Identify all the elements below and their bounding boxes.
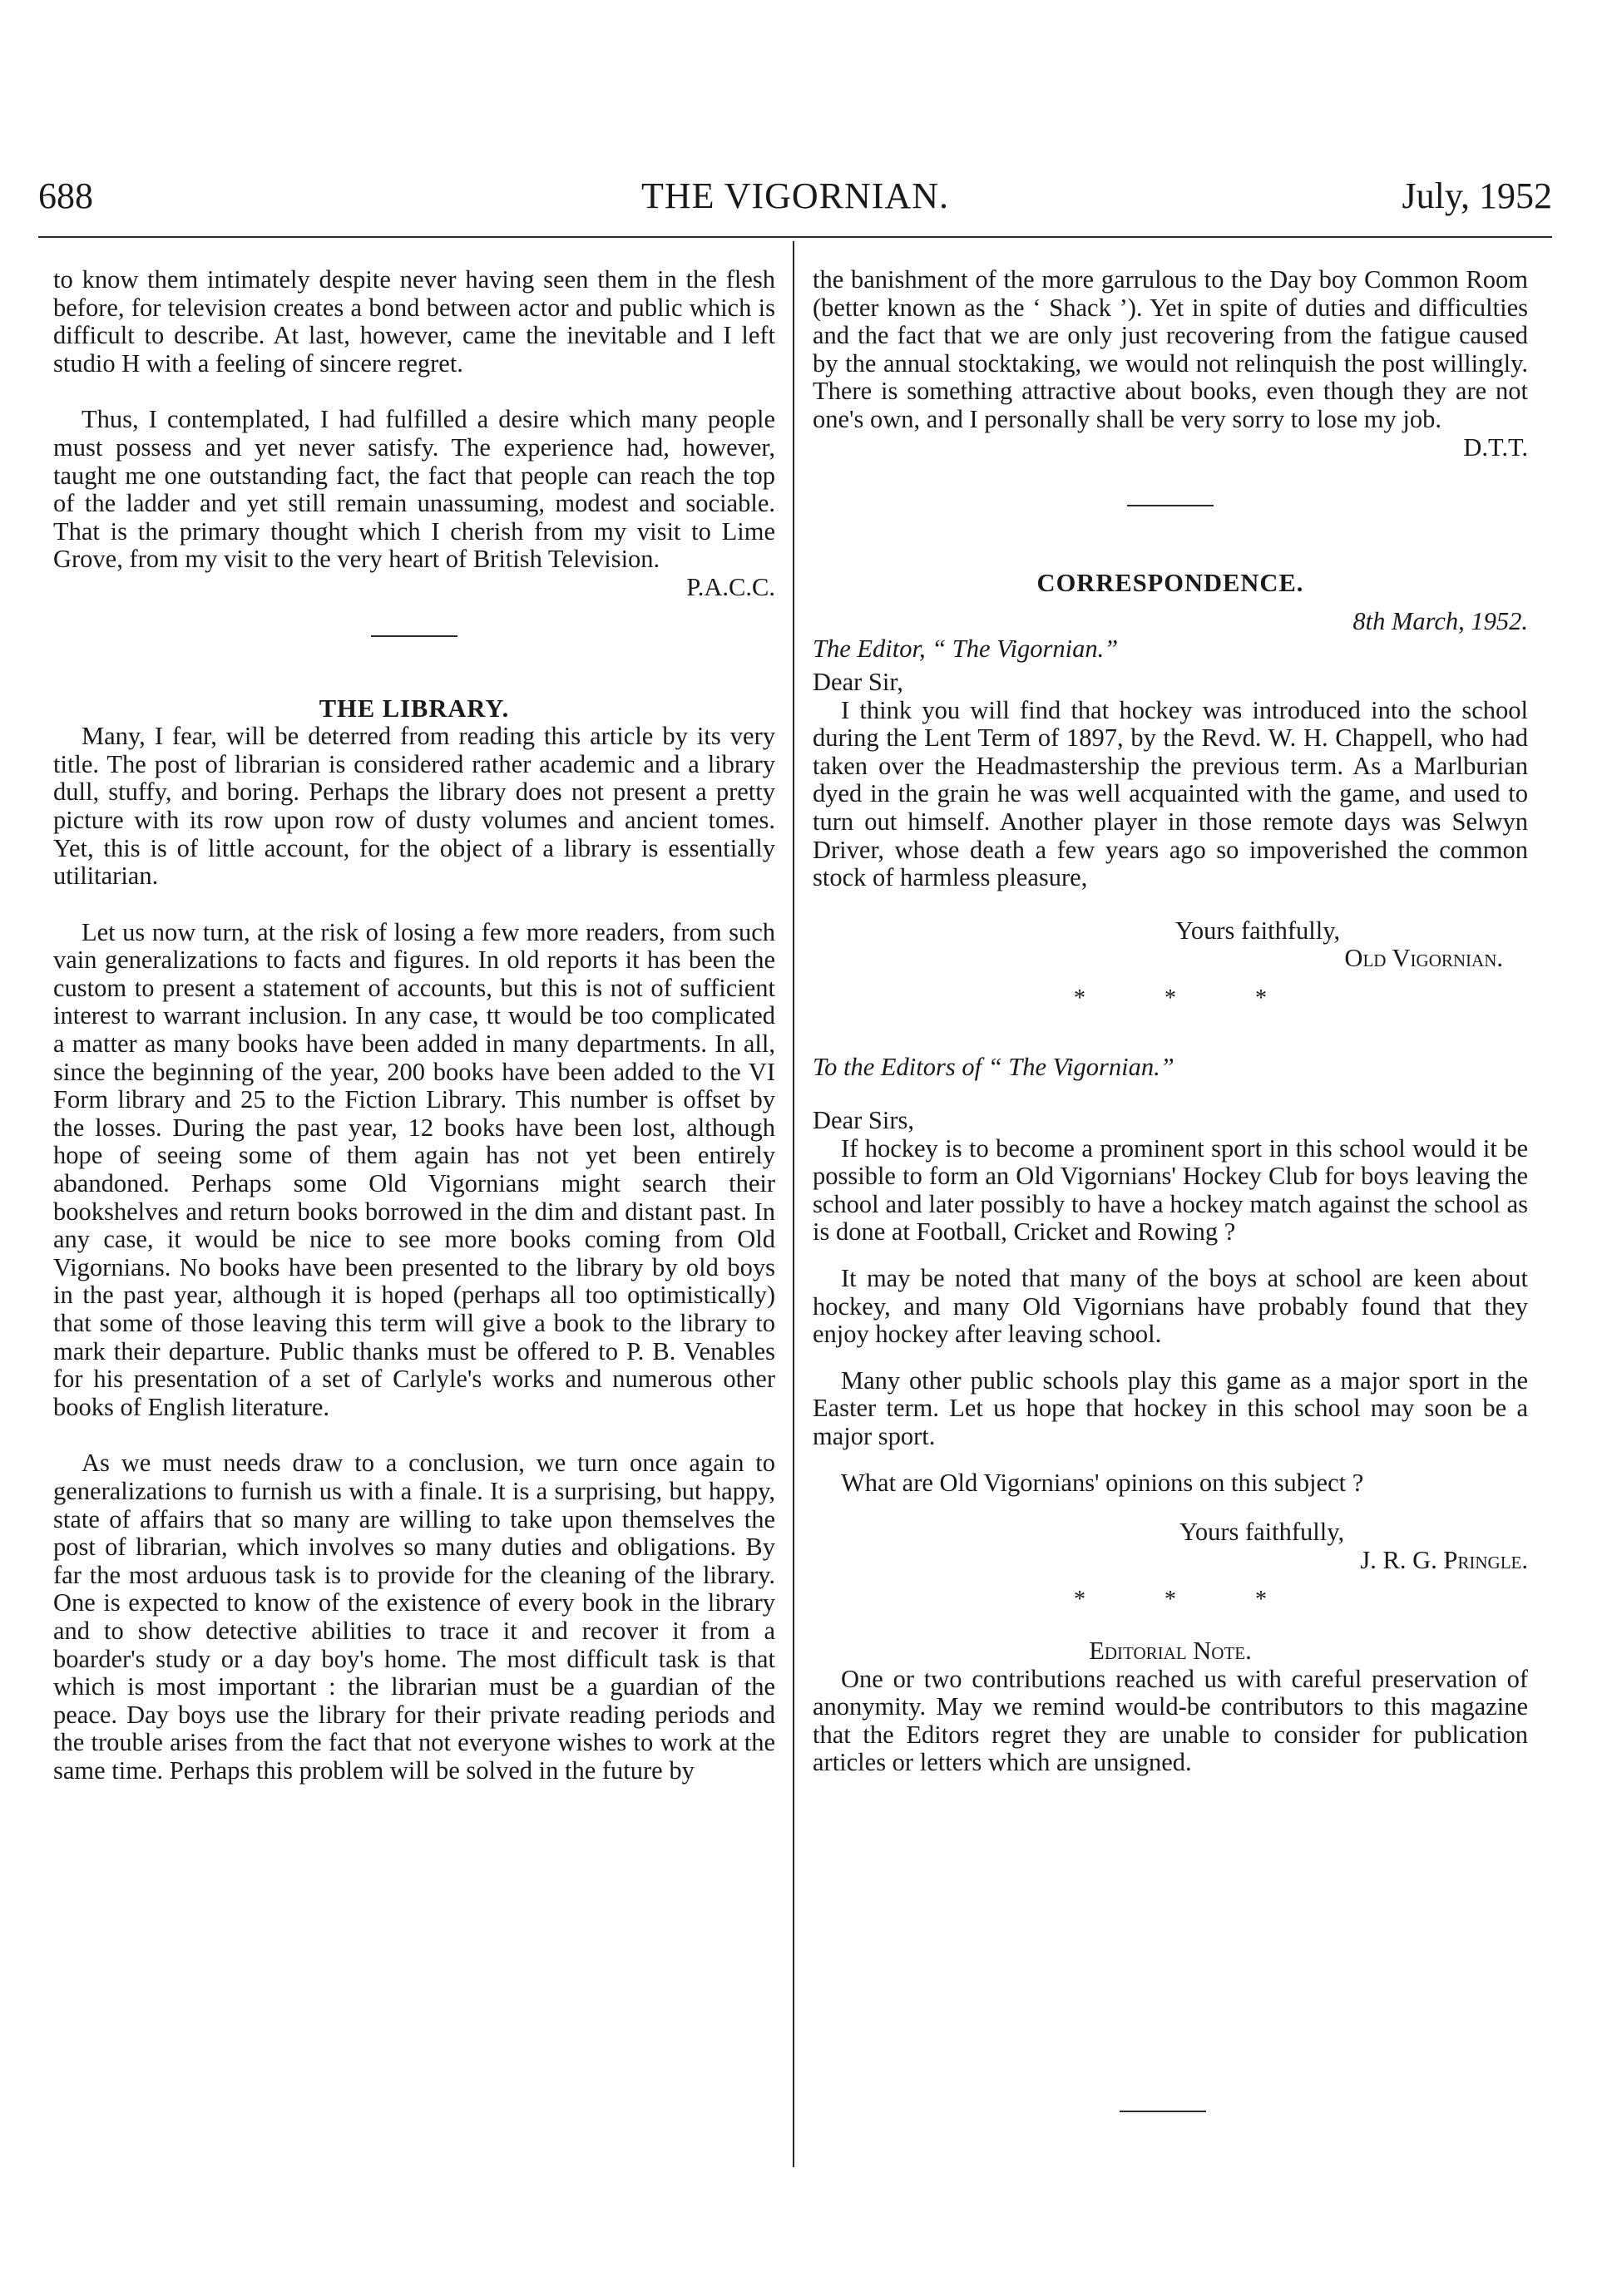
- library-signature: D.T.T.: [1463, 432, 1528, 462]
- letter-paragraph-2: It may be noted that many of the boys at school are keen about hockey, and many Old Vigornians have probably found that they enjoy hockey after leaving school.: [813, 1264, 1528, 1349]
- letter-salutation: Dear Sir,: [813, 667, 903, 696]
- left-column: [53, 266, 775, 1785]
- article-paragraph: Thus, I contemplated, I had fulfilled a desire which many people must possess and yet never satisfy. The experience had, however, taught me one outstanding fact, the fact that people can reach the top of the ladder and yet still remain unassuming, modest and sociable. That is the primary thought which I cherish from my visit to Lime Grove, from my visit to the very heart of British Television.: [53, 405, 775, 574]
- editorial-heading: Editorial Note.: [1089, 1636, 1252, 1665]
- section-stars: * * *: [1074, 1587, 1303, 1613]
- letter-closing: Yours faithfully,: [1174, 916, 1341, 945]
- section-stars: * * *: [1074, 985, 1303, 1011]
- addressee-magazine: “ The Vigornian.”: [932, 634, 1119, 664]
- letter-date: 8th March, 1952.: [1352, 606, 1528, 635]
- article-continuation: to know them intimately despite never having seen them in the flesh before, for television creates a bond between actor and public which is difficult to describe. At last, however, came the inevitable and I left studio H with a feeling of sincere regret.: [53, 265, 775, 378]
- column-divider: [793, 241, 794, 2167]
- page-number: 688: [38, 175, 93, 216]
- library-paragraph-2: Let us now turn, at the risk of losing a few more readers, from such vain generalizations to facts and figures. In old reports it has been the custom to present a statement of accounts, but this is not of sufficient interest to warrant inclusion. In any case, tt would be too complicated a matter as many books have been added in many departments. In all, since the beginning of the year, 200 books have been added to the VI Form library and 25 to the Fiction Library. This number is offset by the losses. During the past year, 12 books have been lost, although hope of seeing some of them again has not yet been entirely abandoned. Perhaps some Old Vigornians might search their bookshelves and return books borrowed in the dim and distant past. In any case, it would be nice to see more books coming from Old Vigornians. No books have been presented to the library by old boys in the past year, although it is hoped (perhaps all too optimistically) that some of those leaving this term will give a book to the library to mark their departure. Public thanks must be offered to P. B. Venables for his presentation of a set of Carlyle's works and numerous other books of English literature.: [53, 917, 775, 1421]
- editorial-body: One or two contributions reached us with careful preservation of anonymity. May we remind would-be contributors to this magazine that the Editors regret they are unable to consider for publication articles or letters which are unsigned.: [813, 1664, 1528, 1777]
- letter-addressee: [813, 635, 1528, 664]
- page-header: [38, 171, 1552, 221]
- letter-body: I think you will find that hockey was introduced into the school during the Lent Term of 1897, by the Revd. W. H. Chappell, who had taken over the Headmastership the previous term. As a Marlburian dyed in the grain he was well acquainted with the game, and used to turn out himself. Another player in those remote days was Selwyn Driver, whose death a few years ago so impoverished the common stock of harmless pleasure,: [813, 695, 1528, 892]
- header-rule: [38, 236, 1552, 238]
- library-paragraph-3: As we must needs draw to a conclusion, we turn once again to generalizations to furnish us with a finale. It is a surprising, but happy, state of affairs that so many are willing to take upon themselves the post of librarian, which involves so many duties and obligations. By far the most arduous task is to provide for the cleaning of the library. One is expected to know of the existence of every book in the library and to show detective abilities to trace it and recover it from a boarder's study or a day boy's home. The most difficult task is that which is most important : the librarian must be a guardian of the peace. Day boys use the library for their private reading periods and the trouble arises from the fact that not everyone wishes to work at the same time. Perhaps this problem will be solved in the future by: [53, 1449, 775, 1785]
- issue-date: July, 1952: [1402, 175, 1552, 216]
- library-continuation: the banishment of the more garrulous to the Day boy Common Room (better known as the ‘ Shack ’). Yet in spite of duties and difficulties and the fact that we are only just recovering from the fatigue caused by the annual stocktaking, we would not relinquish the post willingly. There is something attractive about books, even though they are not one's own, and I personally shall be very sorry to lose my job.: [813, 265, 1528, 433]
- library-paragraph-1: Many, I fear, will be deterred from reading this article by its very title. The post of librarian is considered rather academic and a library dull, stuffy, and boring. Perhaps the library does not present a pretty picture with its row upon row of dusty volumes and ancient tomes. Yet, this is of little account, for the object of a library is essentially utilitarian.: [53, 722, 775, 891]
- letter-signature: Old Vigornian.: [1344, 944, 1503, 973]
- letter-salutation: Dear Sirs,: [813, 1106, 914, 1135]
- letter-closing: Yours faithfully,: [1179, 1518, 1345, 1547]
- letter-addressee: To the Editors of “ The Vigornian.”: [813, 1053, 1174, 1082]
- letter-paragraph-3: Many other public schools play this game as a major sport in the Easter term. Let us hope that hockey in this school may soon be a major sport.: [813, 1365, 1528, 1450]
- letter-paragraph-1: If hockey is to become a prominent sport in this school would it be possible to form an Old Vigornians' Hockey Club for boys leaving the school and later possibly to have a hockey match against the school as is done at Football, Cricket and Rowing ?: [813, 1133, 1528, 1247]
- article-signature: P.A.C.C.: [686, 572, 775, 601]
- right-column: [813, 266, 1528, 1777]
- closing-rule: [1120, 2111, 1206, 2112]
- letter-signature: J. R. G. Pringle.: [1360, 1545, 1528, 1574]
- letter-paragraph-4: What are Old Vigornians' opinions on this subject ?: [841, 1468, 1364, 1497]
- correspondence-heading: CORRESPONDENCE.: [1036, 569, 1304, 598]
- magazine-title: THE VIGORNIAN.: [640, 175, 950, 216]
- library-heading: THE LIBRARY.: [319, 694, 510, 723]
- addressee-editor: The Editor,: [813, 634, 932, 664]
